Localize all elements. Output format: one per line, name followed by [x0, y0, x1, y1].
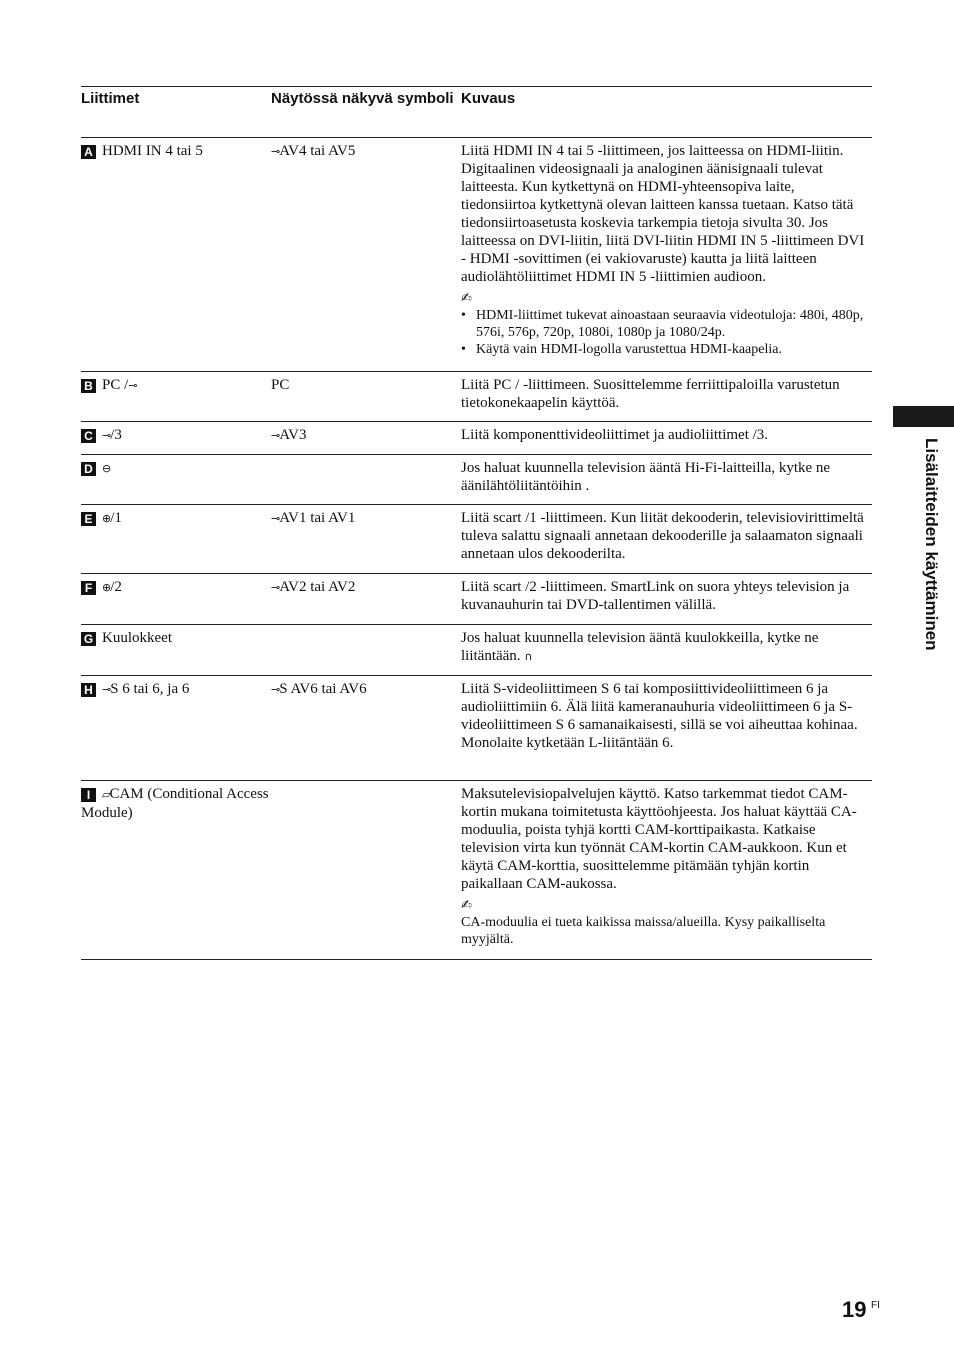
row-letter-badge: H — [81, 683, 96, 697]
note-pencil-icon: ✍ — [461, 291, 472, 306]
scart-icon: ⊕ — [102, 581, 111, 594]
connector-name: /2 — [110, 579, 122, 595]
header-description: Kuvaus — [461, 90, 516, 107]
header-connectors: Liittimet — [81, 90, 140, 107]
component-input-icon: ⊸ — [102, 429, 111, 442]
description: Liitä HDMI IN 4 tai 5 -liittimeen, jos laitteessa on HDMI-liitin. Digitaalinen videosignaali ja analoginen äänisignaali tulevat laitteesta. Kun kytkettynä on HDMI-yhteensopiva laite, tiedonsiirtoa kytkettynä olevan laitteen kanssa tuetaan. Katso tätä tiedonsiirtoasetusta koskevia tarkempia tietoja sivulta 30. Jos laitteessa on DVI-liitin, liitä DVI-liitin HDMI IN 5 -liittimeen DVI - HDMI -sovittimen (ei vakiovaruste) kautta ja liitä laitteen audiolähtöliittimet HDMI IN 5 -liittimien audioon. — [461, 143, 865, 285]
video-input-icon: ⊸ — [102, 683, 111, 696]
table-row — [81, 422, 872, 455]
list-item: • Käytä vain HDMI-logolla varustettua HDMI-kaapelia. — [461, 341, 872, 358]
display-symbol — [271, 455, 461, 504]
hdmi-input-icon: ⊸ — [271, 145, 280, 158]
description: Liitä S-videoliittimeen S 6 tai komposiittivideoliittimeen 6 ja audioliittimiin 6. Älä liitä kameranauhuria videoliittimeen 6 ja S-videoliittimeen S 6 samanaikaisesti, sillä se voi aiheuttaa kohinaa. Monolaite kytketään L-liitäntään 6. — [461, 681, 858, 751]
display-symbol: AV1 tai AV1 — [279, 510, 356, 526]
row-letter-badge: G — [81, 632, 96, 646]
display-symbol: S AV6 tai AV6 — [279, 681, 367, 697]
connector-name: Kuulokkeet — [102, 630, 172, 646]
description: Jos haluat kuunnella television ääntä kuulokkeilla, kytke ne liitäntään. — [461, 630, 819, 664]
s-video-input-icon: ⊸ — [271, 683, 280, 696]
page-number: 19 — [842, 1297, 867, 1322]
table-row — [81, 505, 872, 574]
pc-input-icon: ⊸ — [128, 379, 137, 392]
connector-name: CAM (Conditional Access Module) — [81, 786, 269, 821]
audio-output-icon: ⊖ — [102, 462, 111, 475]
table-row — [81, 781, 872, 960]
headphones-icon: ∩ — [524, 650, 532, 663]
display-symbol: PC — [271, 377, 290, 393]
note-text: CA-moduulia ei tueta kaikissa maissa/alueilla. Kysy paikalliselta myyjältä. — [461, 915, 826, 947]
table-row — [81, 574, 872, 625]
connector-name: HDMI IN 4 tai 5 — [102, 143, 203, 159]
description: Jos haluat kuunnella television ääntä Hi-Fi-laitteilla, kytke ne äänilähtöliitäntöihin . — [461, 460, 831, 494]
display-symbol: AV2 tai AV2 — [279, 579, 356, 595]
row-letter-badge: D — [81, 462, 96, 476]
table-row — [81, 138, 872, 372]
description: Maksutelevisiopalvelujen käyttö. Katso tarkemmat tiedot CAM-kortin mukana toimitetusta käyttöohjeesta. Jos haluat käyttää CA-moduulia, poista tyhjä kortti CAM-korttipaikasta. Katkaise television virta kun työnnät CAM-kortin CAM-aukkoon. Kun et käytä CAM-korttia, suosittelemme pitämään tyhjän kortin paikallaan CAM-aukossa. — [461, 786, 857, 892]
row-letter-badge: A — [81, 145, 96, 159]
row-letter-badge: B — [81, 379, 96, 393]
connector-name: /1 — [110, 510, 122, 526]
display-symbol: AV4 tai AV5 — [279, 143, 356, 159]
table-header — [81, 87, 872, 138]
list-item: • HDMI-liittimet tukevat ainoastaan seuraavia videotuloja: 480i, 480p, 576i, 576p, 720p, 1080i, 1080p ja 1080/24p. — [461, 307, 872, 341]
row-letter-badge: F — [81, 581, 96, 595]
table-row — [81, 372, 872, 422]
row-letter-badge: C — [81, 429, 96, 443]
table-row — [81, 455, 872, 505]
notes-list — [461, 307, 872, 358]
cam-slot-icon: ▱ — [102, 788, 110, 801]
component-input-icon: ⊸ — [271, 429, 280, 442]
scart-input-icon: ⊸ — [271, 581, 280, 594]
connector-name: /3 — [110, 427, 122, 443]
description: Liitä PC / -liittimeen. Suosittelemme ferriittipaloilla varustetun tietokonekaapelin käyttöä. — [461, 377, 840, 411]
row-letter-badge: E — [81, 512, 96, 526]
display-symbol — [271, 781, 461, 959]
section-side-label: Lisälaitteiden käyttäminen — [922, 438, 941, 651]
description: Liitä scart /1 -liittimeen. Kun liität dekooderin, televisiovirittimeltä tuleva salattu signaali annetaan dekooderille ja salaamaton signaali annetaan ulos dekooderilta. — [461, 510, 864, 562]
row-letter-badge: I — [81, 788, 96, 802]
note-pencil-icon: ✍ — [461, 898, 472, 913]
connector-table — [81, 86, 872, 960]
connector-name: S 6 tai 6, ja 6 — [110, 681, 190, 697]
scart-input-icon: ⊸ — [271, 512, 280, 525]
table-row — [81, 625, 872, 676]
table-row — [81, 676, 872, 781]
description: Liitä komponenttivideoliittimet ja audioliittimet /3. — [461, 427, 769, 443]
description: Liitä scart /2 -liittimeen. SmartLink on suora yhteys television ja kuvanauhurin tai DVD-tallentimen välillä. — [461, 579, 850, 613]
page-language-suffix: FI — [871, 1300, 880, 1311]
display-symbol — [271, 625, 461, 675]
display-symbol: AV3 — [279, 427, 307, 443]
section-tab-marker — [893, 406, 954, 427]
scart-icon: ⊕ — [102, 512, 111, 525]
header-symbol: Näytössä näkyvä symboli — [271, 90, 454, 107]
connector-name: PC / — [102, 377, 129, 393]
